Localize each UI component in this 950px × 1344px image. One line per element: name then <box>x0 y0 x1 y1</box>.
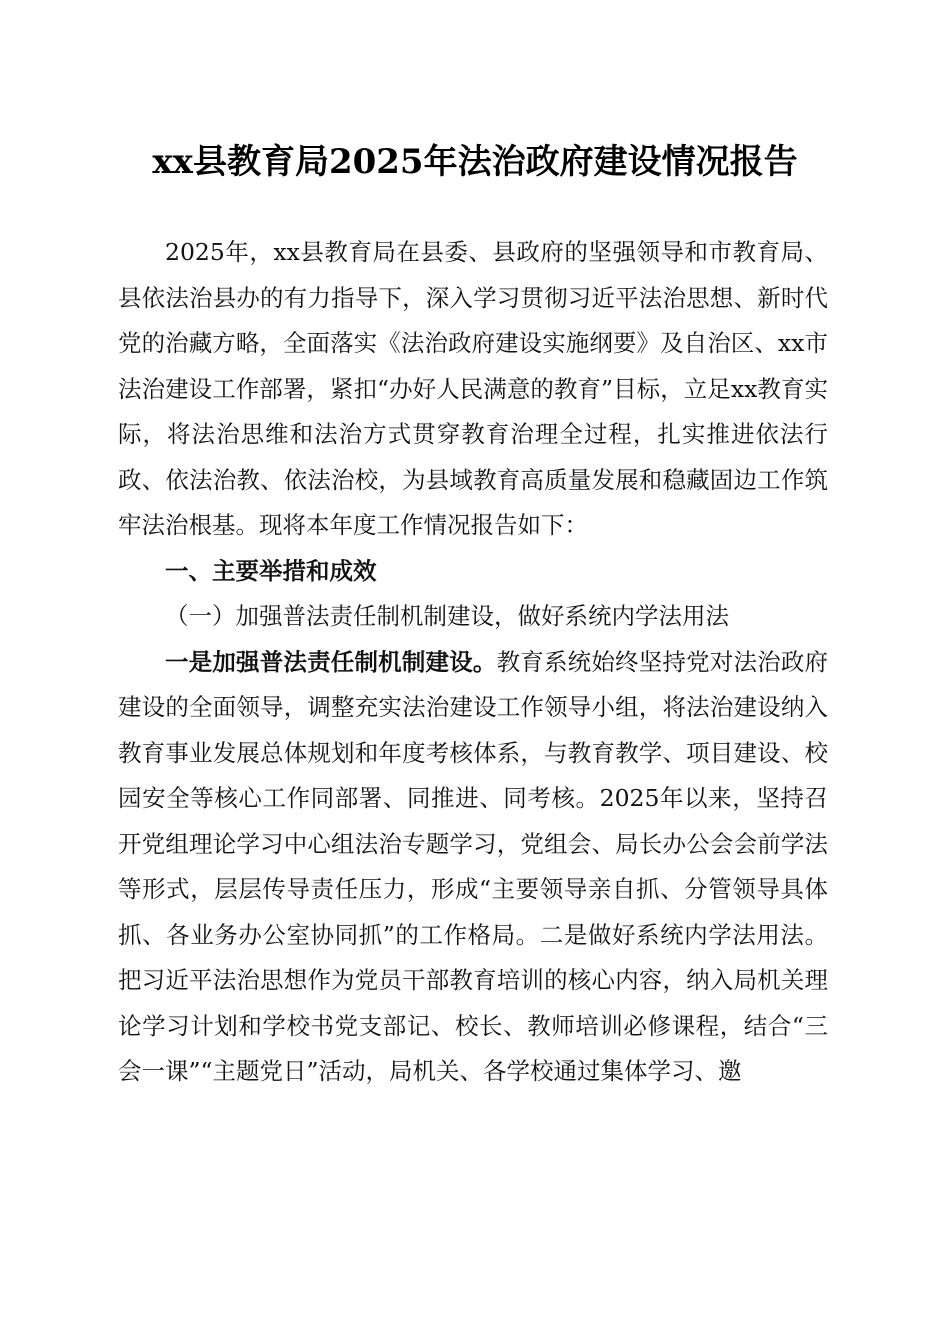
subsection-heading: （一）加强普法责任制机制建设，做好系统内学法用法 <box>165 602 729 630</box>
document-body <box>118 230 828 1095</box>
paragraph-text: 教育系统始终坚持党对法治政府建设的全面领导，调整充实法治建设工作领导小组，将法治建设纳入教育事业发展总体规划和年度考核体系，与教育教学、项目建设、校园安全等核心工作同部署、同推进、同考核。2025年以来，坚持召开党组理论学习中心组法治专题学习，党组会、局长办公会会前学法等形式，层层传导责任压力，形成“主要领导亲自抓、分管领导具体抓、各业务办公室协同抓”的工作格局。二是做好系统内学法用法。把习近平法治思想作为党员干部教育培训的核心内容，纳入局机关理论学习计划和学校书党支部记、校长、教师培训必修课程，结合“三会一课”“主题党日”活动，局机关、各学校通过集体学习、邀 <box>118 647 829 1085</box>
section-heading: 一、主要举措和成效 <box>165 556 377 585</box>
intro-paragraph: 2025年，xx县教育局在县委、县政府的坚强领导和市教育局、县依法治县办的有力指导下，深入学习贯彻习近平法治思想、新时代党的治藏方略，全面落实《法治政府建设实施纲要》及自治区、xx市法治建设工作部署，紧扣“办好人民满意的教育”目标，立足xx教育实际，将法治思维和法治方式贯穿教育治理全过程，扎实推进依法行政、依法治教、依法治校，为县域教育高质量发展和稳藏固边工作筑牢法治根基。现将本年度工作情况报告如下： <box>118 238 828 539</box>
paragraph-lead: 一是加强普法责任制机制建设。 <box>165 647 497 676</box>
body-paragraph <box>118 640 828 1095</box>
document-title: xx县教育局2025年法治政府建设情况报告 <box>152 142 798 182</box>
